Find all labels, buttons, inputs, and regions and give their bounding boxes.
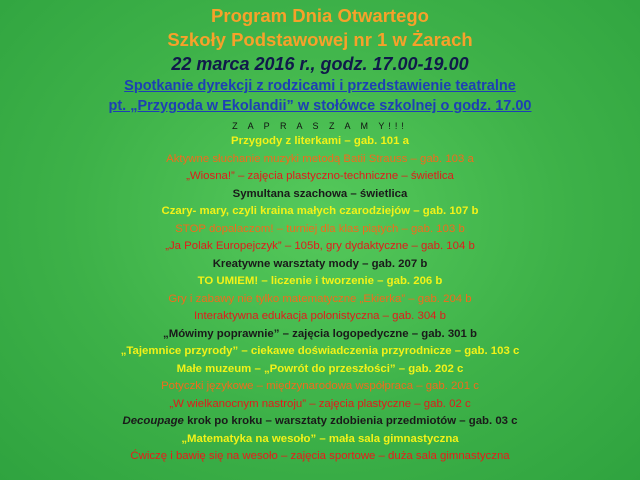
event-item: Kreatywne warsztaty mody – gab. 207 b [212,257,428,270]
event-item-decoupage [0,413,640,431]
event-date: 22 marca 2016 r., godz. 17.00-19.00 [171,54,469,74]
decoupage-word: Decoupage [122,415,184,427]
event-item: „Wiosna!” – zajęcia plastyczno-techniczne – świetlica [186,170,454,182]
event-item: „W wielkanocnym nastroju” – zajęcia plastyczne – gab. 02 c [169,397,471,410]
decoupage-rest: krok po kroku – warsztaty zdobienia przedmiotów – gab. 03 c [183,415,518,427]
event-item: „Tajemnice przyrody” – ciekawe doświadczenia przyrodnicze – gab. 103 c [120,345,520,357]
event-item: Symultana szachowa – świetlica [232,187,408,200]
event-item: Aktywne słuchanie muzyki metodą Batii Strauss – gab. 103 a [166,152,474,165]
event-item: Gry i zabawy nie tylko matematyczne „Ekierka” – gab. 204 b [168,292,472,305]
event-item: Interaktywna edukacja polonistyczna – gab. 304 b [193,310,447,322]
event-item: Czary- mary, czyli kraina małych czarodziejów – gab. 107 b [161,205,479,217]
invitation-text: Z A P R A S Z A M Y!!! [232,121,408,131]
meeting-details[interactable]: pt. „Przygoda w Ekolandii” w stołówce szkolnej o godz. 17.00 [108,98,532,114]
event-item: Przygody z literkami – gab. 101 a [231,135,409,147]
event-item: „Ja Polak Europejczyk” – 105b, gry dydaktyczne – gab. 104 b [165,240,475,252]
event-item: „Mówimy poprawnie” – zajęcia logopedyczne – gab. 301 b [163,327,477,340]
event-item: STOP dopalaczom! – turniej dla klas piątych – gab. 103 b [175,222,465,235]
school-name: Szkoły Podstawowej nr 1 w Żarach [167,29,473,50]
program-title: Program Dnia Otwartego [211,5,429,26]
event-item: Ćwiczę i bawię się na wesoło – zajęcia sportowe – duża sala gimnastyczna [130,450,510,462]
event-item: Małe muzeum – „Powrót do przeszłości” – gab. 202 c [176,362,464,375]
event-item: TO UMIEM! – liczenie i tworzenie – gab. 206 b [197,275,443,287]
event-item: „Matematyka na wesoło” – mała sala gimnastyczna [181,432,459,445]
meeting-announcement[interactable]: Spotkanie dyrekcji z rodzicami i przedstawienie teatralne [124,78,516,94]
event-item: Potyczki językowe – międzynarodowa współpraca – gab. 201 c [161,380,479,392]
events-list [0,133,640,466]
